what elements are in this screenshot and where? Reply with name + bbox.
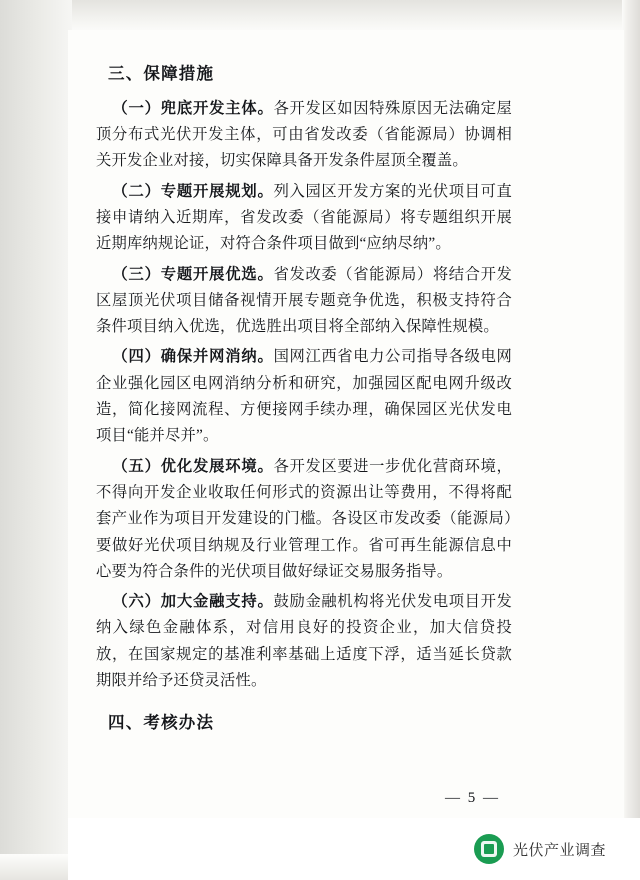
scan-edge-right (622, 0, 640, 880)
section-heading: 三、保障措施 (108, 65, 215, 83)
paragraph-lead: （五）优化发展环境。 (112, 457, 274, 475)
paragraph-lead: （六）加大金融支持。 (112, 593, 274, 611)
paragraph-2 (96, 179, 512, 258)
paragraph-lead: （二）专题开展规划。 (112, 182, 274, 200)
scan-edge-top (0, 0, 640, 34)
brand-name: 光伏产业调查 (512, 841, 606, 859)
paragraph-text: 列入园区开发方案的光伏项目可直接申请纳入近期库，省发改委（省能源局）将专题组织开展近期库纳规论证，对符合条件项目做到“应纳尽纳”。 (96, 182, 512, 253)
paragraph-6 (96, 589, 512, 694)
paragraph-5 (96, 454, 512, 585)
scan-edge-left (0, 0, 72, 880)
paragraph-text: 省发改委（省能源局）将结合开发区屋顶光伏项目储备视情开展专题竞争优选，积极支持符合条件项目纳入优选，优选胜出项目将全部纳入保障性规模。 (96, 265, 512, 336)
paragraph-text: 各开发区如因特殊原因无法确定屋顶分布式光伏开发主体，可由省发改委（省能源局）协调相关开发企业对接，切实保障具备开发条件屋顶全覆盖。 (96, 99, 512, 170)
paragraph-text: 鼓励金融机构将光伏发电项目开发纳入绿色金融体系，对信用良好的投资企业，加大信贷投放，在国家规定的基准利率基础上适度下浮，适当延长贷款期限并给予还贷灵活性。 (96, 593, 512, 689)
footer-watermark (68, 818, 640, 880)
brand (474, 834, 606, 864)
paragraph-lead: （四）确保并网消纳。 (112, 348, 274, 366)
paragraph-text: 国网江西省电力公司指导各级电网企业强化园区电网消纳分析和研究，加强园区配电网升级改造，简化接网流程、方便接网手续办理，确保园区光伏发电项目“能并尽并”。 (96, 348, 512, 445)
solar-panel-icon (474, 834, 504, 864)
paragraph-4 (96, 344, 512, 449)
paragraph-text: 各开发区要进一步优化营商环境，不得向开发企业收取任何形式的资源出让等费用，不得将配套产业作为项目开发建设的门槛。各设区市发改委（能源局）要做好光伏项目纳规及行业管理工作。省可再生能源信息中心要为符合条件的光伏项目做好绿证交易服务指导。 (96, 457, 512, 580)
paragraph-lead: （一）兜底开发主体。 (112, 99, 274, 117)
next-section-heading: 四、考核办法 (108, 714, 215, 733)
paragraph-lead: （三）专题开展优选。 (112, 265, 274, 283)
page-number: — 5 — (445, 790, 500, 806)
paragraph-1 (96, 96, 512, 175)
paragraph-3 (96, 262, 512, 341)
document-body (96, 62, 512, 806)
